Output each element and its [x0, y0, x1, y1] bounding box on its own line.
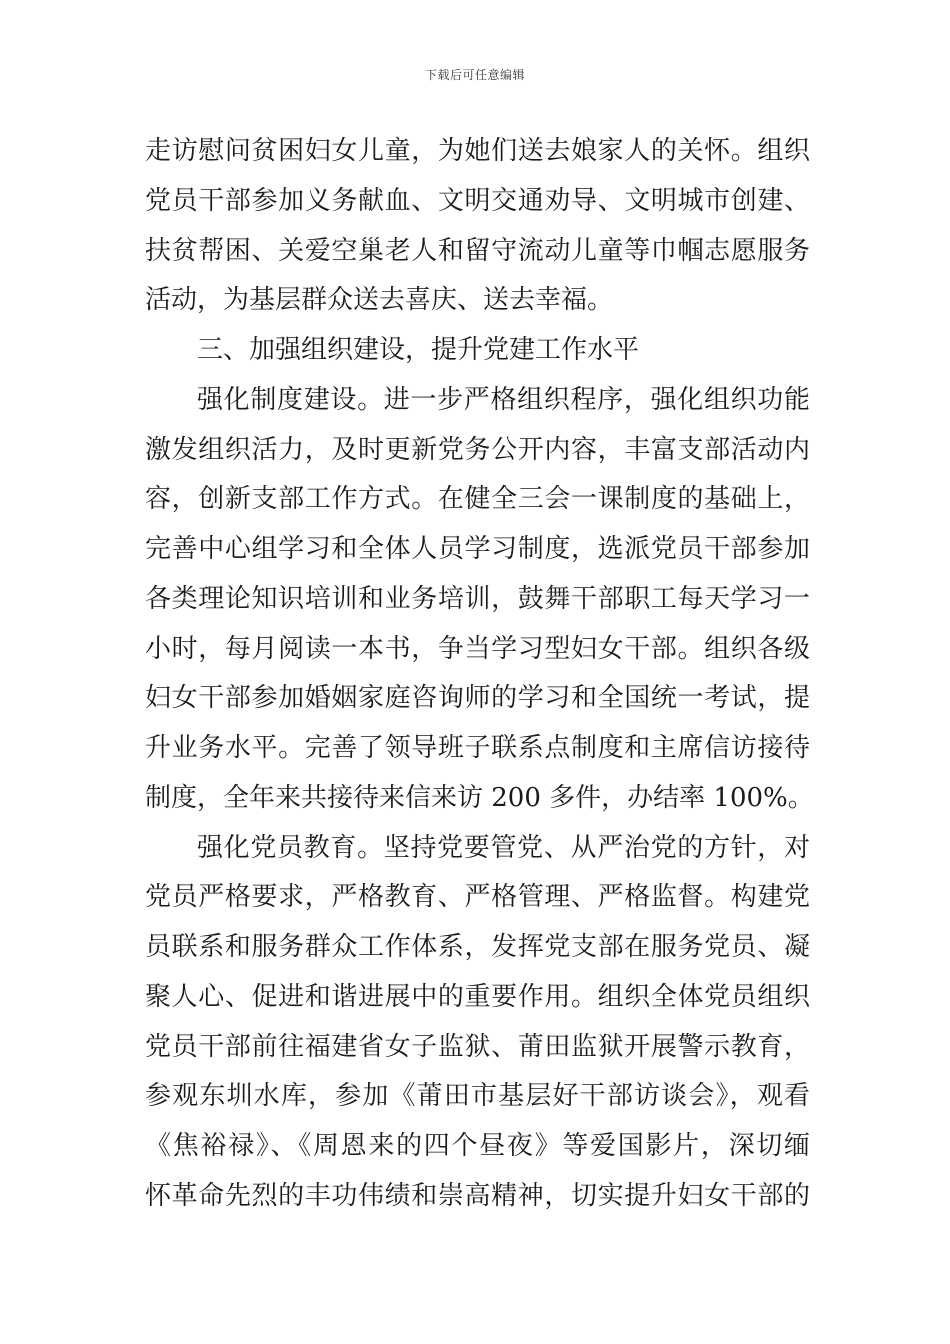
text-line: 妇女干部参加婚姻家庭咨询师的学习和全国统一考试，提 [145, 683, 810, 714]
text-line: 《焦裕禄》、《周恩来的四个昼夜》等爱国影片，深切缅 [145, 1131, 810, 1161]
section-heading: 三、加强组织建设，提升党建工作水平 [197, 335, 640, 365]
text-line: 激发组织活力，及时更新党务公开内容，丰富支部活动内 [145, 434, 810, 465]
text-line: 容，创新支部工作方式。在健全三会一课制度的基础上， [145, 484, 810, 515]
text-line: 党员干部参加义务献血、文明交通劝导、文明城市创建、 [145, 185, 810, 216]
text-line: 参观东圳水库，参加《莆田市基层好干部访谈会》，观看 [145, 1081, 810, 1112]
text-line: 扶贫帮困、关爱空巢老人和留守流动儿童等巾帼志愿服务 [145, 235, 810, 266]
text-line: 升业务水平。完善了领导班子联系点制度和主席信访接待 [145, 733, 810, 763]
text-line: 党员干部前往福建省女子监狱、莆田监狱开展警示教育， [145, 1031, 810, 1062]
text-line: 聚人心、促进和谐进展中的重要作用。组织全体党员组织 [145, 981, 810, 1012]
document-body [145, 127, 814, 1222]
page-header-note: 下载后可任意编辑 [424, 68, 525, 82]
text-line: 制度，全年来共接待来信来访 200 多件，办结率 100%。 [145, 782, 814, 813]
text-line: 小时，每月阅读一本书，争当学习型妇女干部。组织各级 [145, 633, 810, 664]
text-line: 走访慰问贫困妇女儿童，为她们送去娘家人的关怀。组织 [145, 136, 810, 166]
text-line: 活动，为基层群众送去喜庆、送去幸福。 [145, 285, 614, 316]
text-line: 强化制度建设。进一步严格组织程序，强化组织功能 [197, 384, 810, 415]
text-line: 强化党员教育。坚持党要管党、从严治党的方针，对 [197, 832, 810, 863]
text-line: 完善中心组学习和全体人员学习制度，选派党员干部参加 [145, 534, 810, 564]
text-line: 党员严格要求，严格教育、严格管理、严格监督。构建党 [145, 882, 810, 913]
text-line: 员联系和服务群众工作体系，发挥党支部在服务党员、凝 [145, 932, 810, 962]
text-line: 各类理论知识培训和业务培训，鼓舞干部职工每天学习一 [145, 583, 810, 614]
text-line: 怀革命先烈的丰功伟绩和崇高精神，切实提升妇女干部的 [145, 1180, 810, 1211]
